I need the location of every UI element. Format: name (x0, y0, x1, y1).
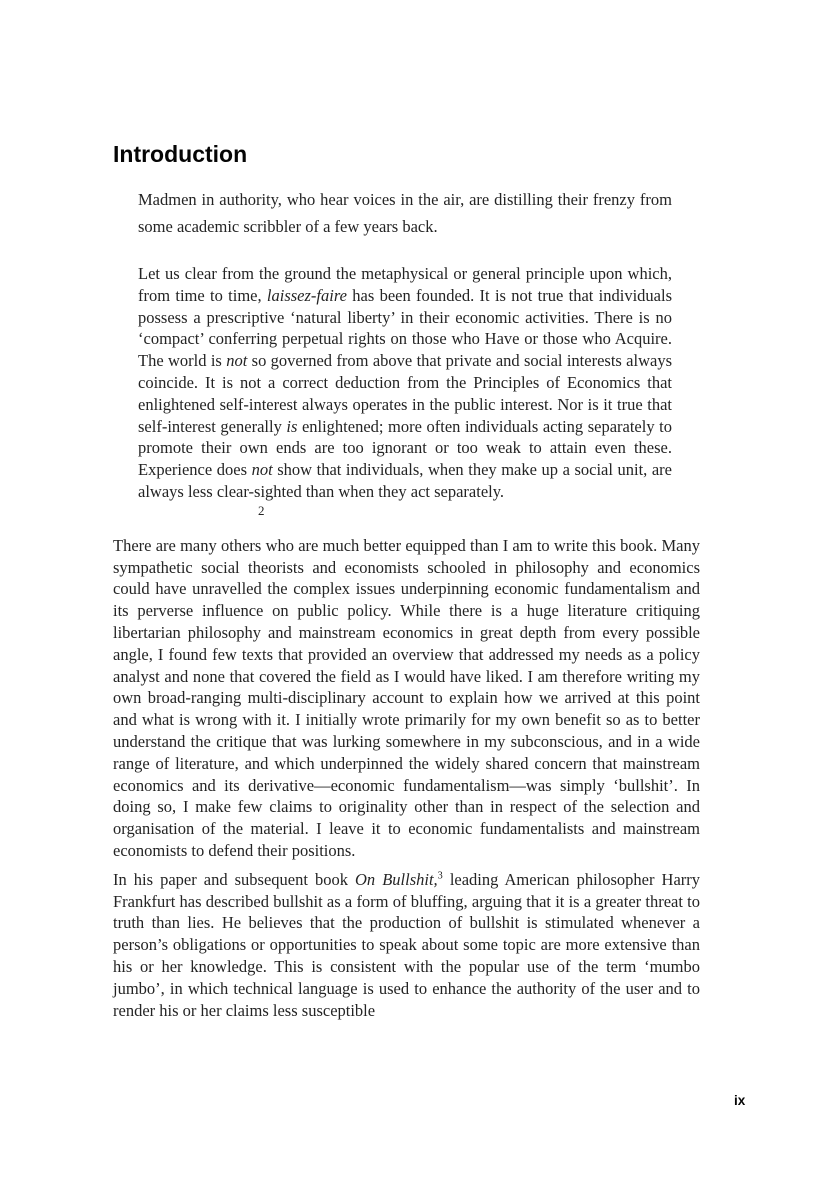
epigraph-quote-1: Madmen in authority, who hear voices in the air, are distilling their frenzy from some academic scribbler of a few years back. (138, 190, 672, 236)
footnote-marker: 2 (258, 502, 265, 518)
chapter-heading: Introduction (113, 141, 248, 167)
body-paragraph-1: There are many others who are much better equipped than I am to write this book. Many sympathetic social theorists and economists schooled in philosophy and economics could have unravelled the complex issues underpinning economic fundamentalism and its perverse influence on public policy. While there is a huge literature critiquing libertarian philosophy and mainstream economics in great depth from every possible angle, I found few texts that provided an overview that addressed my needs as a policy analyst and none that covered the field as I would have liked. I am therefore writing my own broad-ranging multi-disciplinary account to explain how we arrived at this point and what is wrong with it. I initially wrote primarily for my own benefit so as to better understand the critique that was lurking somewhere in my subconscious, and in a wide range of literature, and which underpinned the widely shared concern that mainstream economics and its derivative—economic fundamentalism—was simply ‘bullshit’. In doing so, I make few claims to originality other than in respect of the selection and organisation of the material. I leave it to economic fundamentalists and mainstream economists to defend their positions. (113, 535, 700, 860)
text-column (113, 140, 700, 1021)
body-paragraph-2: In his paper and subsequent book On Bullshit,$^3$ leading American philosopher Harry Frankfurt has described bullshit as a form of bluffing, arguing that it is a greater threat to truth than lies. He believes that the production of bullshit is stimulated whenever a person’s obligations or opportunities to speak about some topic are more extensive than his or her knowledge. This is consistent with the popular use of the term ‘mumbo jumbo’, in which technical language is used to enhance the authority of the user and to render his or her claims less susceptible (113, 869, 701, 1020)
epigraph-quote-2: Let us clear from the ground the metaphysical or general principle upon which, from time to time, laissez-faire has been founded. It is not true that individuals possess a prescriptive ‘natural liberty’ in their economic activities. There is no ‘compact’ conferring perpetual rights on those who Have or those who Acquire. The world is not so governed from above that private and social interests always coincide. It is not a correct deduction from the Principles of Economics that enlightened self-interest always operates in the public interest. Nor is it true that self-interest generally is enlightened; more often individuals acting separately to promote their own ends are too ignorant or too weak to attain even these. Experience does not show that individuals, when they make up a social unit, are always less clear-sighted than when they act separately. (138, 264, 672, 501)
page-number: ix (734, 1093, 746, 1108)
